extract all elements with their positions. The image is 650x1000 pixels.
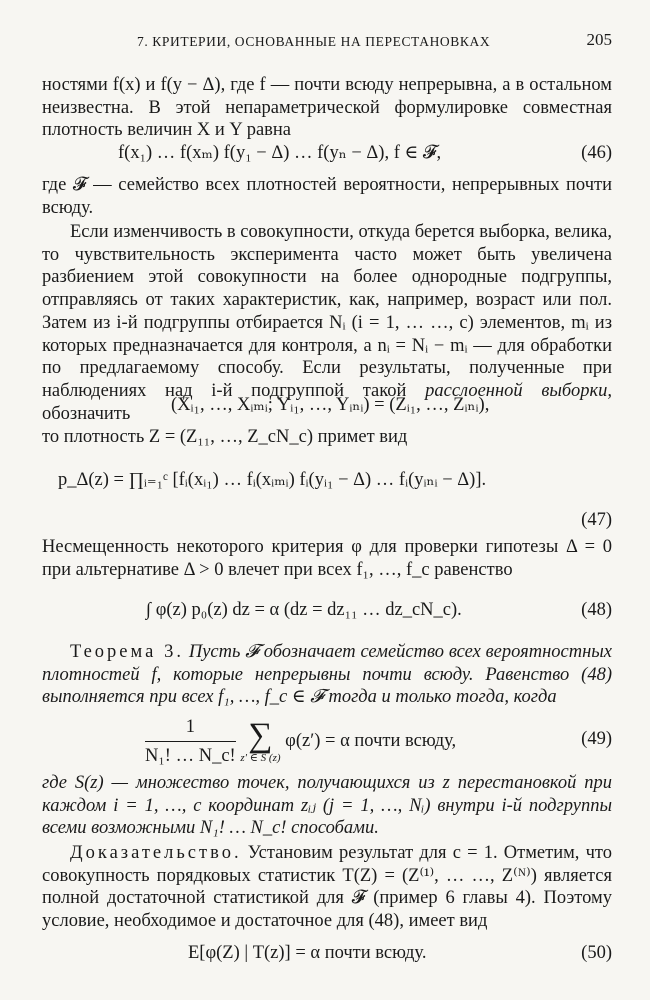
page-number: 205 [586, 30, 612, 49]
equation-50-body: E[φ(Z) | T(z)] = α почти всюду. [188, 943, 427, 963]
equation-sample-body: (Xᵢ₁, …, Xᵢₘᵢ; Yᵢ₁, …, Yᵢₙᵢ) = (Zᵢ₁, …, Zᵢₙᵢ), [171, 395, 490, 415]
equation-50-number: (50) [581, 943, 612, 963]
sum-symbol: ∑ [248, 717, 273, 754]
paragraph-5: Несмещенность некоторого критерия φ для проверки гипотезы Δ = 0 при альтернативе Δ > 0 влечет при всех f₁, …, f_c равенство [42, 537, 612, 580]
book-page [42, 0, 612, 1000]
proof-text: Установим результат для c = 1. Отметим, что совокупность порядковых статистик T(Z) = (Z⁽¹⁾, … …, Z⁽ᴺ⁾) является полной достаточной статистикой для 𝓕 (пример 6 главы 4). Поэтому условие, необходимое и достаточное для (48), имеет вид [42, 843, 612, 932]
equation-49-fraction [145, 715, 236, 768]
theorem-statement: Пусть 𝓕 обозначает семейство всех вероятностных плотностей f, которые непрерывны почти всюду. Равенство (48) выполняется при всех f₁, …, f_c ∈ 𝓕 тогда и только тогда, когда [42, 642, 613, 708]
equation-49-sum [240, 719, 280, 764]
paragraph-3-emphasis: расслоенной выборки, [425, 380, 613, 401]
equation-46-body: f(x₁) … f(xₘ) f(y₁ − Δ) … f(yₙ − Δ), f ∈ 𝓕, [118, 143, 442, 163]
equation-47-number: (47) [581, 510, 612, 530]
chapter-title: 7. КРИТЕРИИ, ОСНОВАННЫЕ НА ПЕРЕСТАНОВКАХ [137, 34, 491, 49]
proof [42, 842, 612, 933]
equation-49-sum-limit: z′ ∈ S (z) [240, 752, 281, 764]
equation-48-number: (48) [581, 600, 612, 620]
paragraph-3-end: обозначить [42, 403, 131, 424]
proof-label: Доказательство. [70, 843, 242, 863]
paragraph-3-text: Если изменчивость в совокупности, откуда берется выборка, велика, то чувствительность эксперимента часто может быть увеличена разбиением этой совокупности на более однородные подгруппы, отправляясь от таких характеристик, как, например, возраст или пол. Затем из i-й подгруппы отбирается Nᵢ (i = 1, … …, c) элементов, mᵢ из которых предназначается для контроля, а nᵢ = Nᵢ − mᵢ — для обработки по предлагаемому способу. Если результаты, полученные при наблюдениях над i-й подгруппой такой [42, 222, 612, 401]
equation-49-rest: φ(z′) = α почти всюду, [285, 730, 457, 751]
equation-47-body: p_Δ(z) = ∏ᵢ₌₁ᶜ [fᵢ(xᵢ₁) … fᵢ(xᵢₘᵢ) fᵢ(yᵢ₁ − Δ) … fᵢ(yᵢₙᵢ − Δ)]. [58, 470, 487, 490]
equation-48-body: ∫ φ(z) p₀(z) dz = α (dz = dz₁₁ … dz_cN_c). [146, 600, 462, 620]
equation-49-body [145, 715, 456, 768]
equation-49 [42, 715, 612, 765]
equation-49-number: (49) [581, 729, 612, 749]
equation-49-numerator: 1 [145, 715, 236, 742]
equation-49-denominator: N₁! … N_c! [145, 746, 236, 766]
equation-46-number: (46) [581, 143, 612, 163]
paragraph-4: то плотность Z = (Z₁₁, …, Z_cN_c) примет вид [42, 427, 408, 447]
theorem-label: Теорема 3. [70, 642, 185, 662]
paragraph-6: где S(z) — множество точек, получающихся из z перестановкой при каждом i = 1, …, c координат zᵢⱼ (j = 1, …, Nᵢ) внутри i-й подгруппы всеми возможными N₁! … N_c! способами. [42, 773, 612, 839]
paragraph-2: где 𝓕 — семейство всех плотностей вероятности, непрерывных почти всюду. [42, 175, 612, 218]
theorem-3 [42, 641, 612, 709]
running-header [42, 30, 612, 54]
paragraph-1: ностями f(x) и f(y − Δ), где f — почти всюду непрерывна, а в остальном неизвестна. В этой непараметрической формулировке совместная плотность величин X и Y равна [42, 75, 612, 141]
